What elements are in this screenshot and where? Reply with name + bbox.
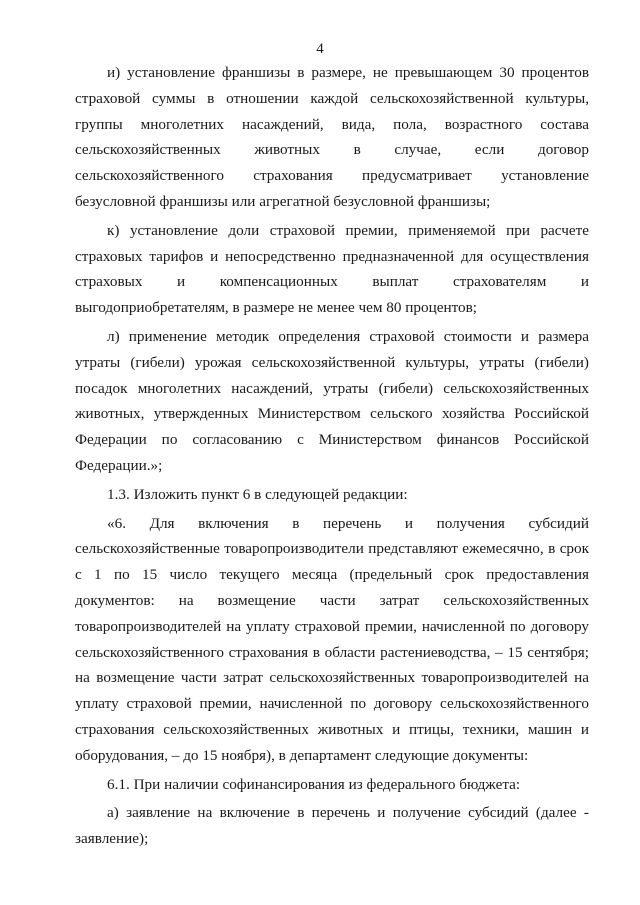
page-number: 4 xyxy=(316,41,324,57)
paragraph-clause-i: и) установление франшизы в размере, не превышающем 30 процентов страховой суммы в отношении каждой сельскохозяйственной культуры, группы многолетних насаждений, вида, пола, возрастного состава сельскохозяйственных животных в случае, если договор сельскохозяйственного страхования предусматривает установление безусловной франшизы или агрегатной безусловной франшизы; xyxy=(75,64,589,210)
paragraph-clause-k: к) установление доли страховой премии, применяемой при расчете страховых тарифов и непосредственно предназначенной для осуществления страховых и компенсационных выплат страхователям и выгодоприобретателям, в размере не менее чем 80 процентов; xyxy=(75,221,589,317)
paragraph-clause-a: а) заявление на включение в перечень и получение субсидий (далее - заявление); xyxy=(75,804,589,848)
paragraph-item-6: «6. Для включения в перечень и получения субсидий сельскохозяйственные товаропроизводители представляют ежемесячно, в срок с 1 по 15 число текущего месяца (предельный срок предоставления документов: на возмещение части затрат сельскохозяйственных товаропроизводителей на уплату страховой премии, начисленной по договору сельскохозяйственного страхования в области растениеводства, – 15 сентября; на возмещение части затрат сельскохозяйственных товаропроизводителей на уплату страховой премии, начисленной по договору сельскохозяйственного страхования сельскохозяйственных животных и птицы, техники, машин и оборудования, – до 15 ноября), в департамент следующие документы: xyxy=(75,514,589,764)
paragraph-item-6-1: 6.1. При наличии софинансирования из федерального бюджета: xyxy=(107,775,521,793)
paragraph-clause-l: л) применение методик определения страховой стоимости и размера утраты (гибели) урожая сельскохозяйственной культуры, утраты (гибели) посадок многолетних насаждений, утраты (гибели) сельскохозяйственных животных, утвержденных Министерством сельского хозяйства Российской Федерации по согласованию с Министерством финансов Российской Федерации.»; xyxy=(75,327,589,474)
document-body xyxy=(75,60,589,852)
paragraph-item-1-3: 1.3. Изложить пункт 6 в следующей редакции: xyxy=(107,485,408,503)
